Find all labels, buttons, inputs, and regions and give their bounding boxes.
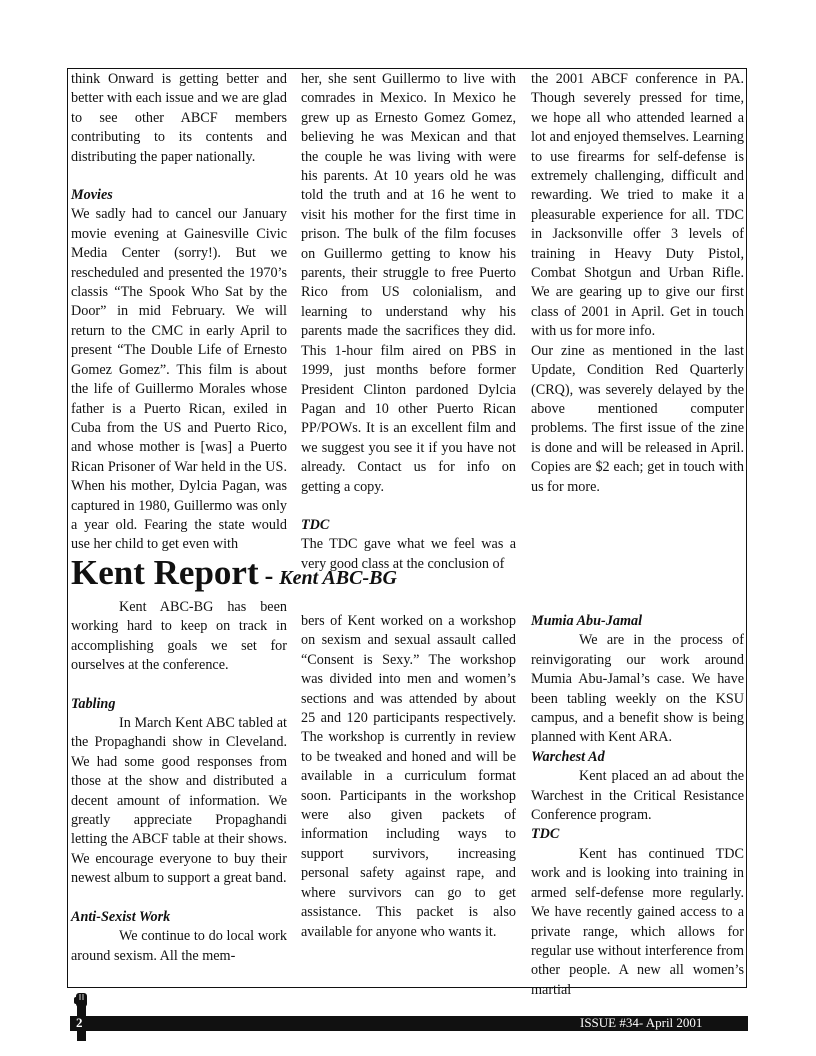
paragraph: Kent has continued TDC work and is looking into training in armed self-defense more regularly. We have recently gained access to a private range, which allows for regular use without interference from other people. A new all women’s martial — [531, 845, 744, 998]
section-heading-warchest: Warchest Ad — [531, 748, 605, 765]
column-1-kent — [71, 598, 287, 966]
section-title-kent-report — [71, 553, 397, 593]
kent-report-title: Kent Report — [71, 553, 259, 592]
section-heading-tabling: Tabling — [71, 695, 116, 712]
section-heading-movies: Movies — [71, 187, 113, 204]
column-2-top — [301, 70, 516, 574]
paragraph: Kent ABC-BG has been working hard to keep on track in accomplishing goals we set for ourselves at the conference. — [71, 599, 287, 674]
paragraph: We sadly had to cancel our January movie evening at Gainesville Civic Media Center (sorry!). But we rescheduled and presented the 1970’s classis “The Spook Who Sat by the Door” in mid February. We will return to the CMC in early April to present “The Double Life of Ernesto Gomez Gomez”. This film is about the life of Guillermo Morales whose father is a Puerto Rican, exiled in Cuba from the US and Puerto Rico, and whose mother is [was] a Puerto Rican Prisoner of War held in the US. When his mother, Dylcia Pagan, was captured in 1980, Guillermo was only a year old. Fearing the state would use her child to get even with — [71, 206, 287, 553]
section-heading-tdc: TDC — [301, 516, 330, 533]
paragraph: We are in the process of reinvigorating our work around Mumia Abu-Jamal’s case. We have been tabling weekly on the KSU campus, and a benefit show is being planned with Kent ARA. — [531, 632, 744, 746]
title-dash: - — [264, 561, 274, 590]
section-heading-anti-sexist: Anti-Sexist Work — [71, 908, 171, 925]
paragraph: her, she sent Guillermo to live with comrades in Mexico. In Mexico he grew up as Ernesto Gomez Gomez, believing he was Mexican and that the couple he was living with were his parents. At 10 years old he was told the truth and at 16 he went to visit his mother for the first time in prison. The bulk of the film focuses on Guillermo getting to know his parents, their struggle to free Puerto Rico from US colonialism, and learning to understand why his parents made the sacrifices they did. This 1-hour film aired on PBS in 1999, just months before former President Clinton pardoned Dylcia Pagan and 10 other Puerto Rican PP/POWs. It is an excellent film and we suggest you see it if you have not already. Contact us for info on getting a copy. — [301, 71, 516, 495]
section-heading-mumia: Mumia Abu-Jamal — [531, 613, 643, 629]
kent-report-subtitle: Kent ABC-BG — [279, 567, 397, 589]
paragraph: bers of Kent worked on a workshop on sexism and sexual assault called “Consent is Sexy.” The workshop was divided into men and women’s sections and was attended by about 25 and 120 participants respectively. The workshop is currently in review to be tweaked and honed and will be available in a curriculum format soon. Participants in the workshop were also given packets of information including ways to support survivors, increasing personal safety against rape, and where survivors can go to get assistance. This packet is also available for anyone who wants it. — [301, 613, 516, 940]
column-2-kent — [301, 612, 516, 942]
paragraph: Kent placed an ad about the Warchest in the Critical Resistance Conference program. — [531, 768, 744, 824]
paragraph: We continue to do local work around sexism. All the mem- — [71, 928, 287, 964]
issue-label: ISSUE #34- April 2001 — [580, 1015, 703, 1030]
column-3-kent — [531, 612, 744, 1000]
paragraph: think Onward is getting better and better with each issue and we are glad to see other ABCF members contributing to its contents and distributing the paper nationally. — [71, 71, 287, 165]
column-1-top — [71, 70, 287, 555]
paragraph: The TDC gave what we feel was a very good class at the conclusion of — [301, 536, 516, 572]
paragraph: the 2001 ABCF conference in PA. Though severely pressed for time, we hope all who attended learned a lot and enjoyed themselves. Learning to use firearms for self-defense is extremely challenging, difficult and rewarding. We tried to make it a pleasurable experience for all. TDC in Jacksonville offer 3 levels of training in Heavy Duty Pistol, Combat Shotgun and Urban Rifle. We are gearing up to give our first class of 2001 in April. Get in touch with us for more info. — [531, 71, 744, 340]
column-3-top — [531, 70, 744, 497]
paragraph: In March Kent ABC tabled at the Propaghandi show in Cleveland. We had some good responses from those at the show and distributed a decent amount of information. We greatly appreciate Propaghandi letting the ABCF table at their shows. We encourage everyone to buy their newest album to support a great band. — [71, 715, 287, 887]
section-heading-tdc: TDC — [531, 826, 560, 843]
paragraph: Our zine as mentioned in the last Update, Condition Red Quarterly (CRQ), was severely delayed by the above mentioned computer problems. The first issue of the zine is done and will be released in April. Copies are $2 each; get in touch with us for more. — [531, 342, 744, 495]
page-number: 2 — [76, 1015, 83, 1030]
